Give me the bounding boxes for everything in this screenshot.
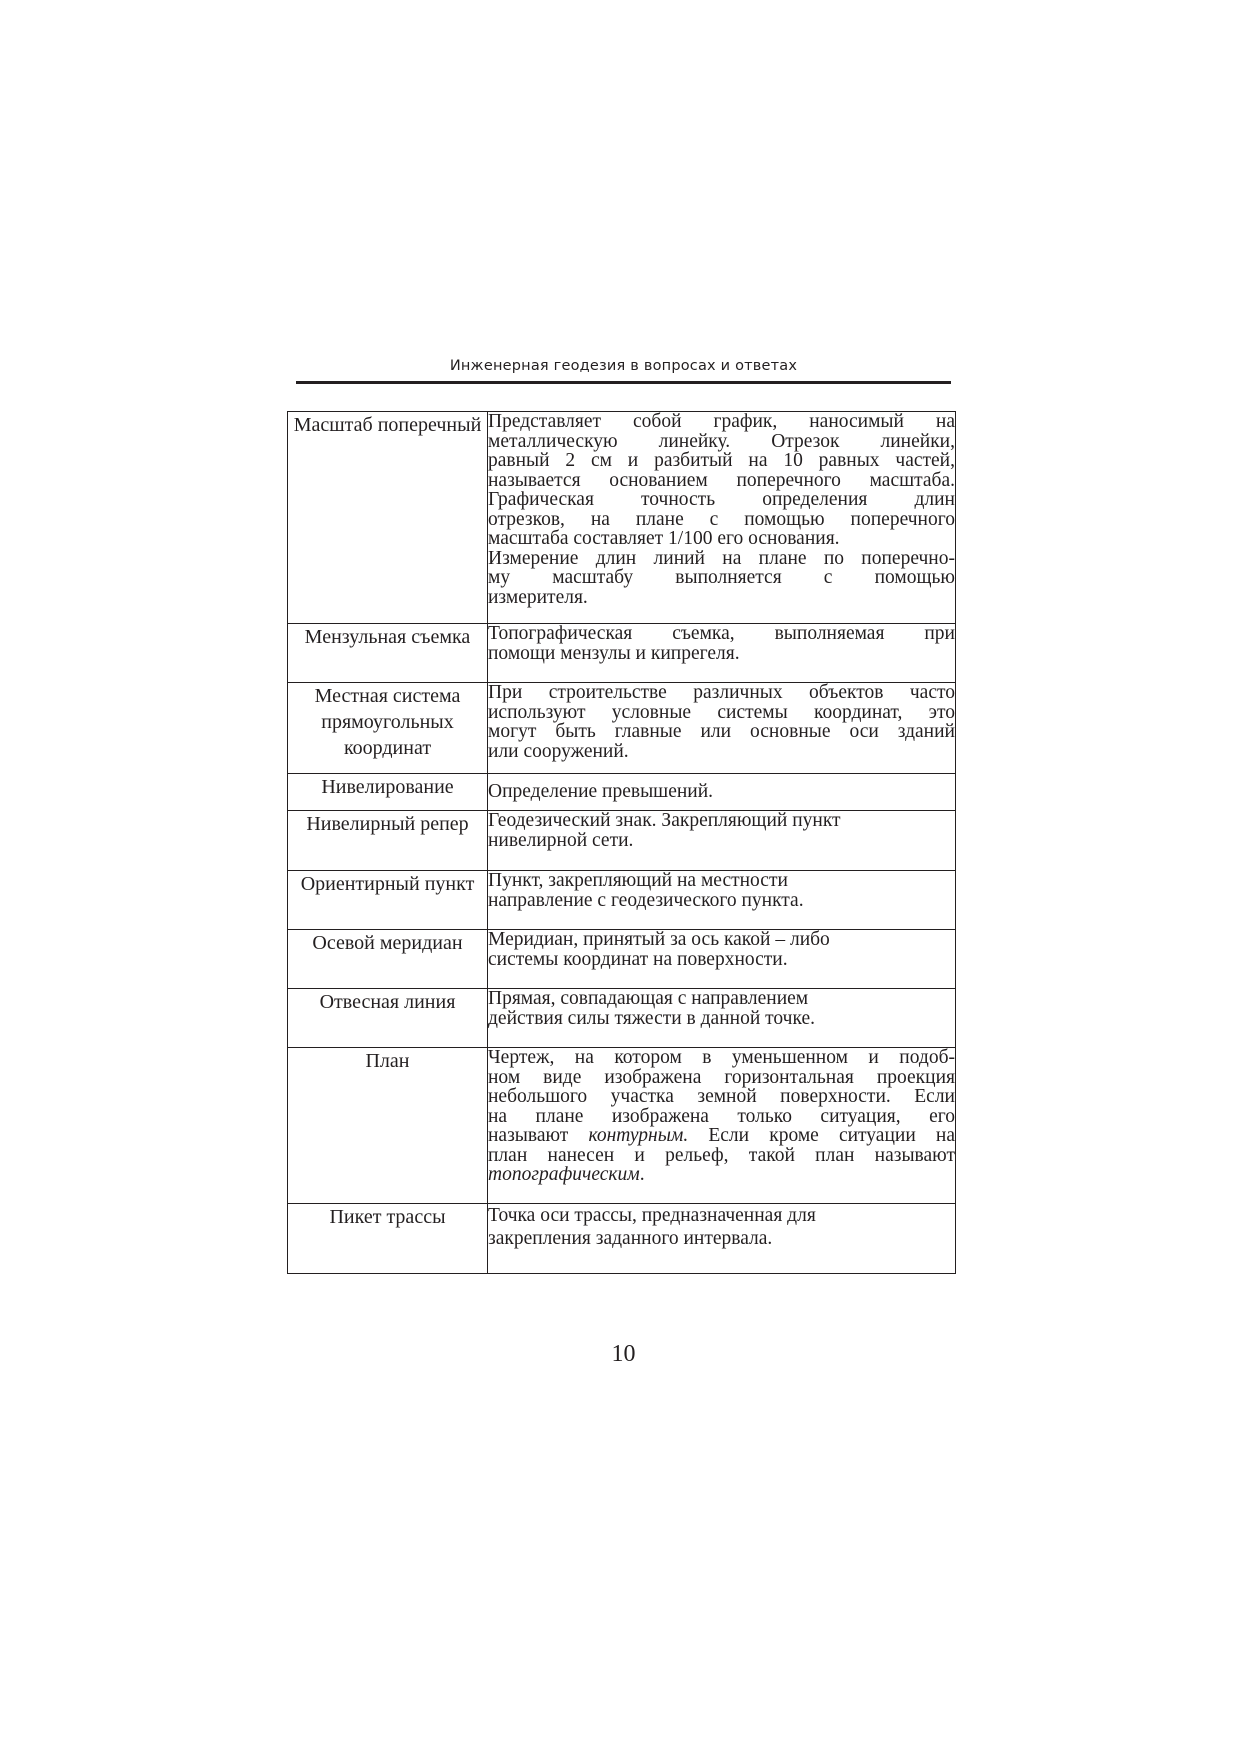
definition-text: действия силы тяжести в данной точке.: [488, 1007, 815, 1029]
table-row: [288, 811, 956, 871]
definition-text-part: называют: [488, 1125, 589, 1146]
definition-text-part: Если кроме ситуации на: [688, 1125, 955, 1146]
term-text: прямоугольных: [321, 711, 454, 733]
table-row: [288, 624, 956, 683]
definition-text: [488, 1165, 955, 1185]
definition-cell: [488, 683, 956, 774]
term-text: Нивелирный репер: [306, 813, 469, 835]
term-cell: [288, 989, 488, 1048]
term-text: Осевой меридиан: [312, 932, 463, 954]
term-cell: [288, 1204, 488, 1274]
definition-text: му масштабу выполняется с помощью: [488, 567, 955, 588]
page-number: 10: [611, 1341, 636, 1367]
definition-text: называется основанием поперечного масштаба.: [488, 469, 955, 491]
term-cell: [288, 871, 488, 930]
definition-text: могут быть главные или основные оси зданий: [488, 721, 955, 742]
definition-text: закрепления заданного интервала.: [488, 1228, 773, 1249]
table-row: [288, 989, 956, 1048]
definition-cell: [488, 774, 956, 811]
term-text: Мензульная: [304, 626, 407, 648]
definition-text: Определение превышений.: [488, 781, 714, 803]
term-text: съемка: [411, 626, 471, 648]
definition-text-part: .: [639, 1164, 645, 1185]
term-text: пункт: [424, 873, 475, 895]
definition-text: Точка оси трассы, предназначенная для: [488, 1205, 816, 1226]
definition-text: отрезков, на плане с помощью поперечного: [488, 508, 955, 530]
definition-cell: [488, 624, 956, 683]
table-row: [288, 683, 956, 774]
definition-text: Геодезический знак. Закрепляющий пункт: [488, 810, 841, 831]
definition-italic-term: топографическим: [488, 1164, 640, 1185]
term-text: поперечный: [377, 414, 482, 436]
definition-text: Измерение длин линий на плане по поперечно-: [488, 547, 955, 569]
term-text: План: [365, 1050, 410, 1072]
definition-text: Представляет собой график, наносимый на: [488, 411, 955, 432]
definition-text: Графическая точность определения длин: [488, 489, 955, 510]
definition-text: Пункт, закрепляющий на местности: [488, 870, 788, 891]
definition-text: масштаба составляет 1/100 его основания.: [488, 528, 840, 549]
definition-cell: [488, 811, 956, 871]
table-row: [288, 774, 956, 811]
term-cell: [288, 774, 488, 811]
definition-cell: [488, 1204, 956, 1274]
definition-text: измерителя.: [488, 586, 588, 608]
definition-text: или сооружений.: [488, 740, 629, 762]
definition-text: на плане изображена только ситуация, его: [488, 1105, 955, 1127]
definition-text: небольшого участка земной поверхности. Если: [488, 1086, 955, 1107]
term-cell: [288, 412, 488, 624]
term-cell: [288, 1048, 488, 1204]
definition-text: план нанесен и рельеф, такой план называют: [488, 1144, 955, 1166]
table-row: [288, 871, 956, 930]
definition-text: металлическую линейку. Отрезок линейки,: [488, 430, 955, 452]
term-cell: [288, 811, 488, 871]
definition-text: ном виде изображена горизонтальная проекция: [488, 1066, 955, 1088]
definition-text: При строительстве различных объектов часто: [488, 682, 955, 703]
table-row: [288, 930, 956, 989]
header-rule: [296, 381, 951, 384]
definition-cell: [488, 989, 956, 1048]
definition-text: помощи мензулы и кипрегеля.: [488, 642, 740, 664]
table-row: [288, 1048, 956, 1204]
definition-text: нивелирной сети.: [488, 829, 634, 851]
term-text: Отвесная линия: [319, 991, 456, 1013]
term-text: Ориентирный: [300, 873, 420, 895]
table-row: [288, 1204, 956, 1274]
definition-text: используют условные системы координат, это: [488, 701, 955, 723]
definition-text: равный 2 см и разбитый на 10 равных частей,: [488, 450, 955, 471]
definition-cell: [488, 1048, 956, 1204]
term-text: Местная система: [314, 685, 461, 707]
term-cell: [288, 624, 488, 683]
definition-cell: [488, 930, 956, 989]
term-cell: [288, 683, 488, 774]
definition-italic-term: контурным.: [588, 1125, 689, 1146]
definition-text: Прямая, совпадающая с направлением: [488, 988, 809, 1009]
definition-text: направление с геодезического пункта.: [488, 889, 804, 911]
definition-cell: [488, 412, 956, 624]
definition-text: Топографическая съемка, выполняемая при: [488, 623, 955, 644]
definition-text: системы координат на поверхности.: [488, 948, 788, 970]
term-text: Нивелирование: [321, 776, 454, 798]
table-row: [288, 412, 956, 624]
definition-text: Чертеж, на котором в уменьшенном и подоб-: [488, 1047, 955, 1068]
running-header-title: Инженерная геодезия в вопросах и ответах: [449, 358, 798, 374]
term-text: Пикет трассы: [329, 1206, 446, 1228]
terms-table: [287, 411, 956, 1274]
term-text: Масштаб: [293, 414, 373, 436]
definition-cell: [488, 871, 956, 930]
definition-text: Меридиан, принятый за ось какой – либо: [488, 929, 830, 950]
term-text: координат: [343, 737, 432, 759]
definition-text: [488, 1126, 955, 1146]
term-cell: [288, 930, 488, 989]
